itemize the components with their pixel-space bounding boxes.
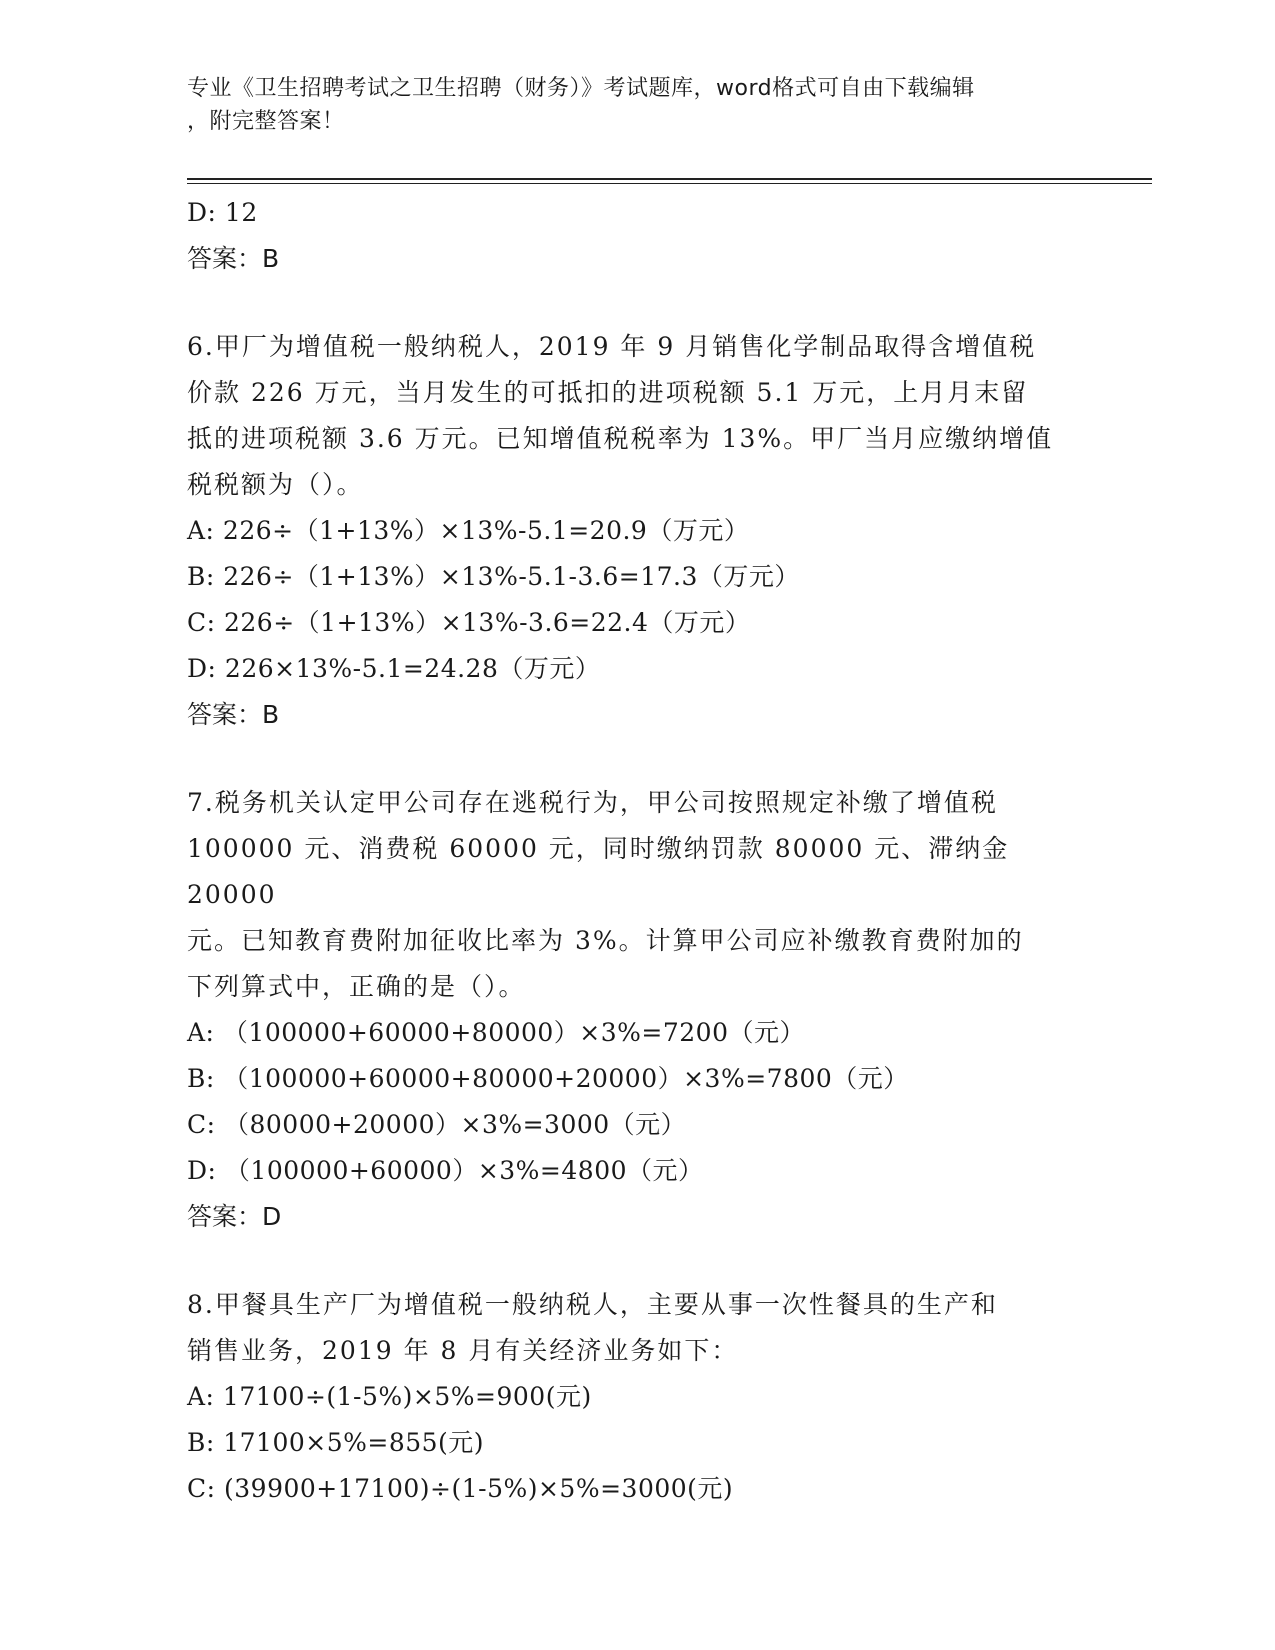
- header-rule-thick: [187, 178, 1152, 180]
- question-line: 销售业务，2019 年 8 月有关经济业务如下：: [187, 1336, 739, 1365]
- header-rule-thin: [187, 183, 1152, 184]
- spacer: [187, 1240, 1087, 1282]
- question-line: 下列算式中，正确的是（）。: [187, 972, 526, 1001]
- question-line: 抵的进项税额 3.6 万元。已知增值税税率为 13%。甲厂当月应缴纳增值: [187, 424, 1054, 453]
- question-7: [187, 780, 1087, 1240]
- question-text: [187, 324, 1087, 508]
- document-body: [187, 190, 1087, 1512]
- answer-line: 答案：B: [187, 700, 280, 729]
- header-line-2: ，附完整答案！: [187, 109, 345, 134]
- answer-line: 答案：D: [187, 1202, 282, 1231]
- question-line: 8.甲餐具生产厂为增值税一般纳税人，主要从事一次性餐具的生产和: [187, 1290, 998, 1319]
- document-header: [187, 72, 1087, 138]
- option-d: D: 226×13%-5.1=24.28（万元）: [187, 654, 601, 683]
- question-line: 7.税务机关认定甲公司存在逃税行为，甲公司按照规定补缴了增值税: [187, 788, 998, 817]
- header-line-1: 专业《卫生招聘考试之卫生招聘（财务）》考试题库，word格式可自由下载编辑: [187, 76, 975, 101]
- previous-question-tail: [187, 190, 1087, 282]
- option-c: C: (39900+17100)÷(1-5%)×5%=3000(元): [187, 1474, 734, 1503]
- question-6: [187, 324, 1087, 738]
- question-line: 100000 元、消费税 60000 元，同时缴纳罚款 80000 元、滞纳金 20000: [187, 834, 1010, 909]
- question-8: [187, 1282, 1087, 1512]
- spacer: [187, 282, 1087, 324]
- option-a: A: （100000+60000+80000）×3%=7200（元）: [187, 1018, 805, 1047]
- option-d: D: （100000+60000）×3%=4800（元）: [187, 1156, 704, 1185]
- option-b: B: 226÷（1+13%）×13%-5.1-3.6=17.3（万元）: [187, 562, 800, 591]
- spacer: [187, 738, 1087, 780]
- answer-line: 答案：B: [187, 244, 280, 273]
- question-line: 元。已知教育费附加征收比率为 3%。计算甲公司应补缴教育费附加的: [187, 926, 1024, 955]
- option-b: B: 17100×5%=855(元): [187, 1428, 485, 1457]
- question-line: 税税额为（）。: [187, 470, 364, 499]
- option-c: C: （80000+20000）×3%=3000（元）: [187, 1110, 687, 1139]
- option-c: C: 226÷（1+13%）×13%-3.6=22.4（万元）: [187, 608, 751, 637]
- question-line: 价款 226 万元，当月发生的可抵扣的进项税额 5.1 万元，上月月末留: [187, 378, 1029, 407]
- question-text: [187, 780, 1087, 1010]
- option-a: A: 17100÷(1-5%)×5%=900(元): [187, 1382, 592, 1411]
- option-d: D: 12: [187, 198, 258, 227]
- question-line: 6.甲厂为增值税一般纳税人，2019 年 9 月销售化学制品取得含增值税: [187, 332, 1037, 361]
- option-a: A: 226÷（1+13%）×13%-5.1=20.9（万元）: [187, 516, 750, 545]
- option-b: B: （100000+60000+80000+20000）×3%=7800（元）: [187, 1064, 909, 1093]
- question-text: [187, 1282, 1087, 1374]
